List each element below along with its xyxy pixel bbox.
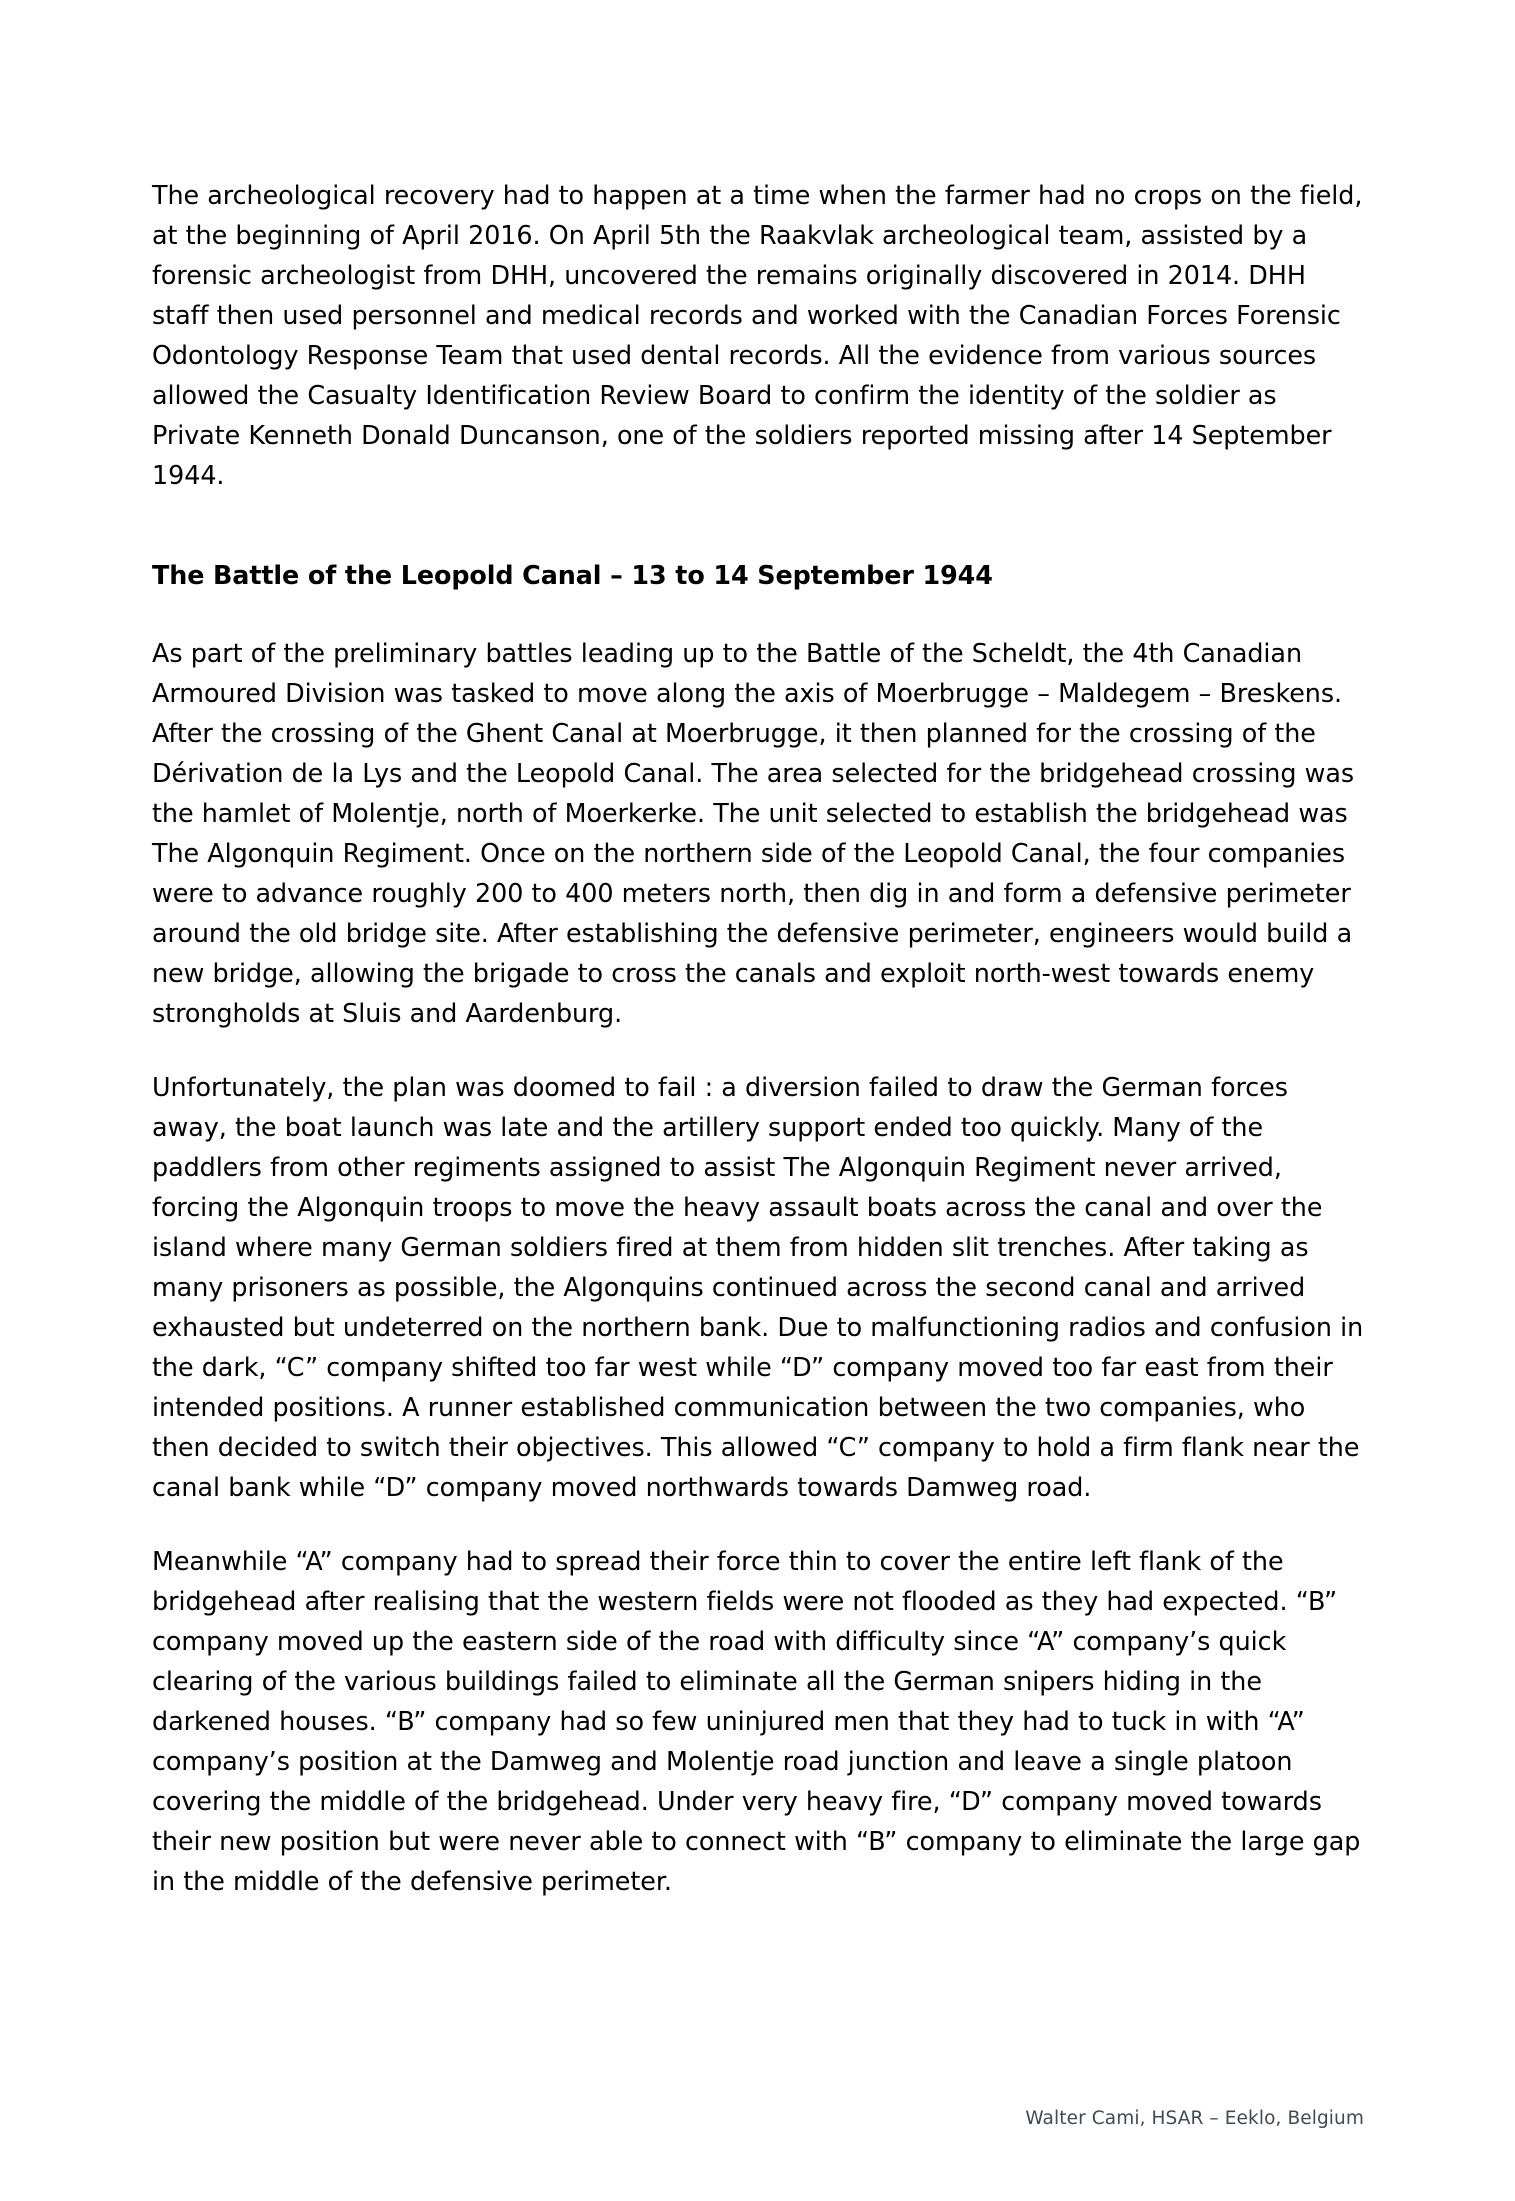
paragraph-preliminary-battles-plan: As part of the preliminary battles leading up to the Battle of the Scheldt, the 4th Canadian Armoured Division was tasked to move along the axis of Moerbrugge – Maldegem – Breskens. After the crossing of the Ghent Canal at Moerbrugge, it then planned for the crossing of the Dérivation de la Lys and the Leopold Canal. The area selected for the bridgehead crossing was the hamlet of Molentje, north of Moerkerke. The unit selected to establish the bridgehead was The Algonquin Regiment. Once on the northern side of the Leopold Canal, the four companies were to advance roughly 200 to 400 meters north, then dig in and form a defensive perimeter around the old bridge site. After establishing the defensive perimeter, engineers would build a new bridge, allowing the brigade to cross the canals and exploit north-west towards enemy strongholds at Sluis and Aardenburg. — [152, 638, 1355, 1028]
paragraph-company-positions: Meanwhile “A” company had to spread their force thin to cover the entire left flank of the bridgehead after realising that the western fields were not flooded as they had expected. “B” company moved up the eastern side of the road with difficulty since “A” company’s quick clearing of the various buildings failed to eliminate all the German snipers hiding in the darkened houses. “B” company had so few uninjured men that they had to tuck in with “A” company’s position at the Damweg and Molentje road junction and leave a single platoon covering the middle of the bridgehead. Under very heavy fire, “D” company moved towards their new position but were never able to connect with “B” company to eliminate the large gap in the middle of the defensive perimeter. — [152, 1546, 1361, 1896]
document-body — [152, 175, 1364, 1901]
page-footer — [0, 2106, 1515, 2132]
paragraph-plan-failure: Unfortunately, the plan was doomed to fail : a diversion failed to draw the German forces away, the boat launch was late and the artillery support ended too quickly. Many of the paddlers from other regiments assigned to assist The Algonquin Regiment never arrived, forcing the Algonquin troops to move the heavy assault boats across the canal and over the island where many German soldiers fired at them from hidden slit trenches. After taking as many prisoners as possible, the Algonquins continued across the second canal and arrived exhausted but undeterred on the northern bank. Due to malfunctioning radios and confusion in the dark, “C” company shifted too far west while “D” company moved too far east from their intended positions. A runner established communication between the two companies, who then decided to switch their objectives. This allowed “C” company to hold a firm flank near the canal bank while “D” company moved northwards towards Damweg road. — [152, 1072, 1364, 1502]
section-heading-battle-leopold-canal: The Battle of the Leopold Canal – 13 to 14 September 1944 — [152, 560, 993, 590]
paragraph-recovery-identification: The archeological recovery had to happen at a time when the farmer had no crops on the field, at the beginning of April 2016. On April 5th the Raakvlak archeological team, assisted by a forensic archeologist from DHH, uncovered the remains originally discovered in 2014. DHH staff then used personnel and medical records and worked with the Canadian Forces Forensic Odontology Response Team that used dental records. All the evidence from various sources allowed the Casualty Identification Review Board to confirm the identity of the soldier as Private Kenneth Donald Duncanson, one of the soldiers reported missing after 14 September 1944. — [152, 180, 1363, 490]
footer-credit-text: Walter Cami, HSAR – Eeklo, Belgium — [1025, 2108, 1364, 2129]
